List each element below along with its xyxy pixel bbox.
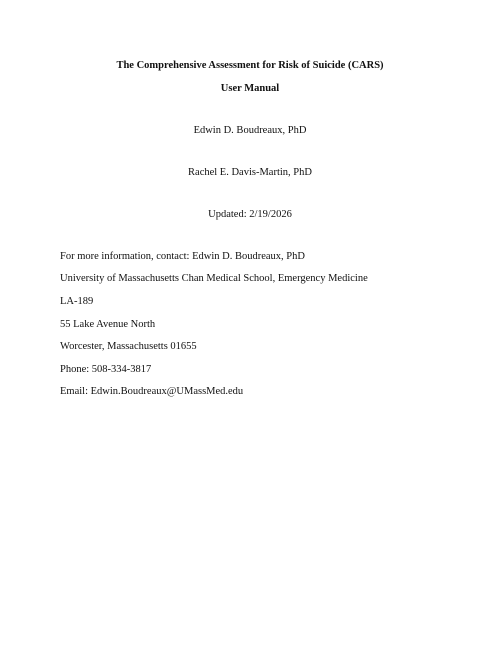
contact-institution: University of Massachusetts Chan Medical School, Emergency Medicine [60,273,368,284]
contact-street: 55 Lake Avenue North [60,319,156,330]
updated-date: Updated: 2/19/2026 [208,209,292,220]
contact-email: Email: Edwin.Boudreaux@UMassMed.edu [60,386,244,397]
contact-intro: For more information, contact: Edwin D. Boudreaux, PhD [60,251,305,262]
contact-phone: Phone: 508-334-3817 [60,364,152,375]
document-title: The Comprehensive Assessment for Risk of Suicide (CARS) [116,60,384,71]
author-secondary: Rachel E. Davis-Martin, PhD [188,167,312,178]
author-primary: Edwin D. Boudreaux, PhD [193,125,307,136]
contact-city: Worcester, Massachusetts 01655 [60,341,197,352]
document-subtitle: User Manual [220,83,280,94]
contact-room: LA-189 [60,296,94,307]
